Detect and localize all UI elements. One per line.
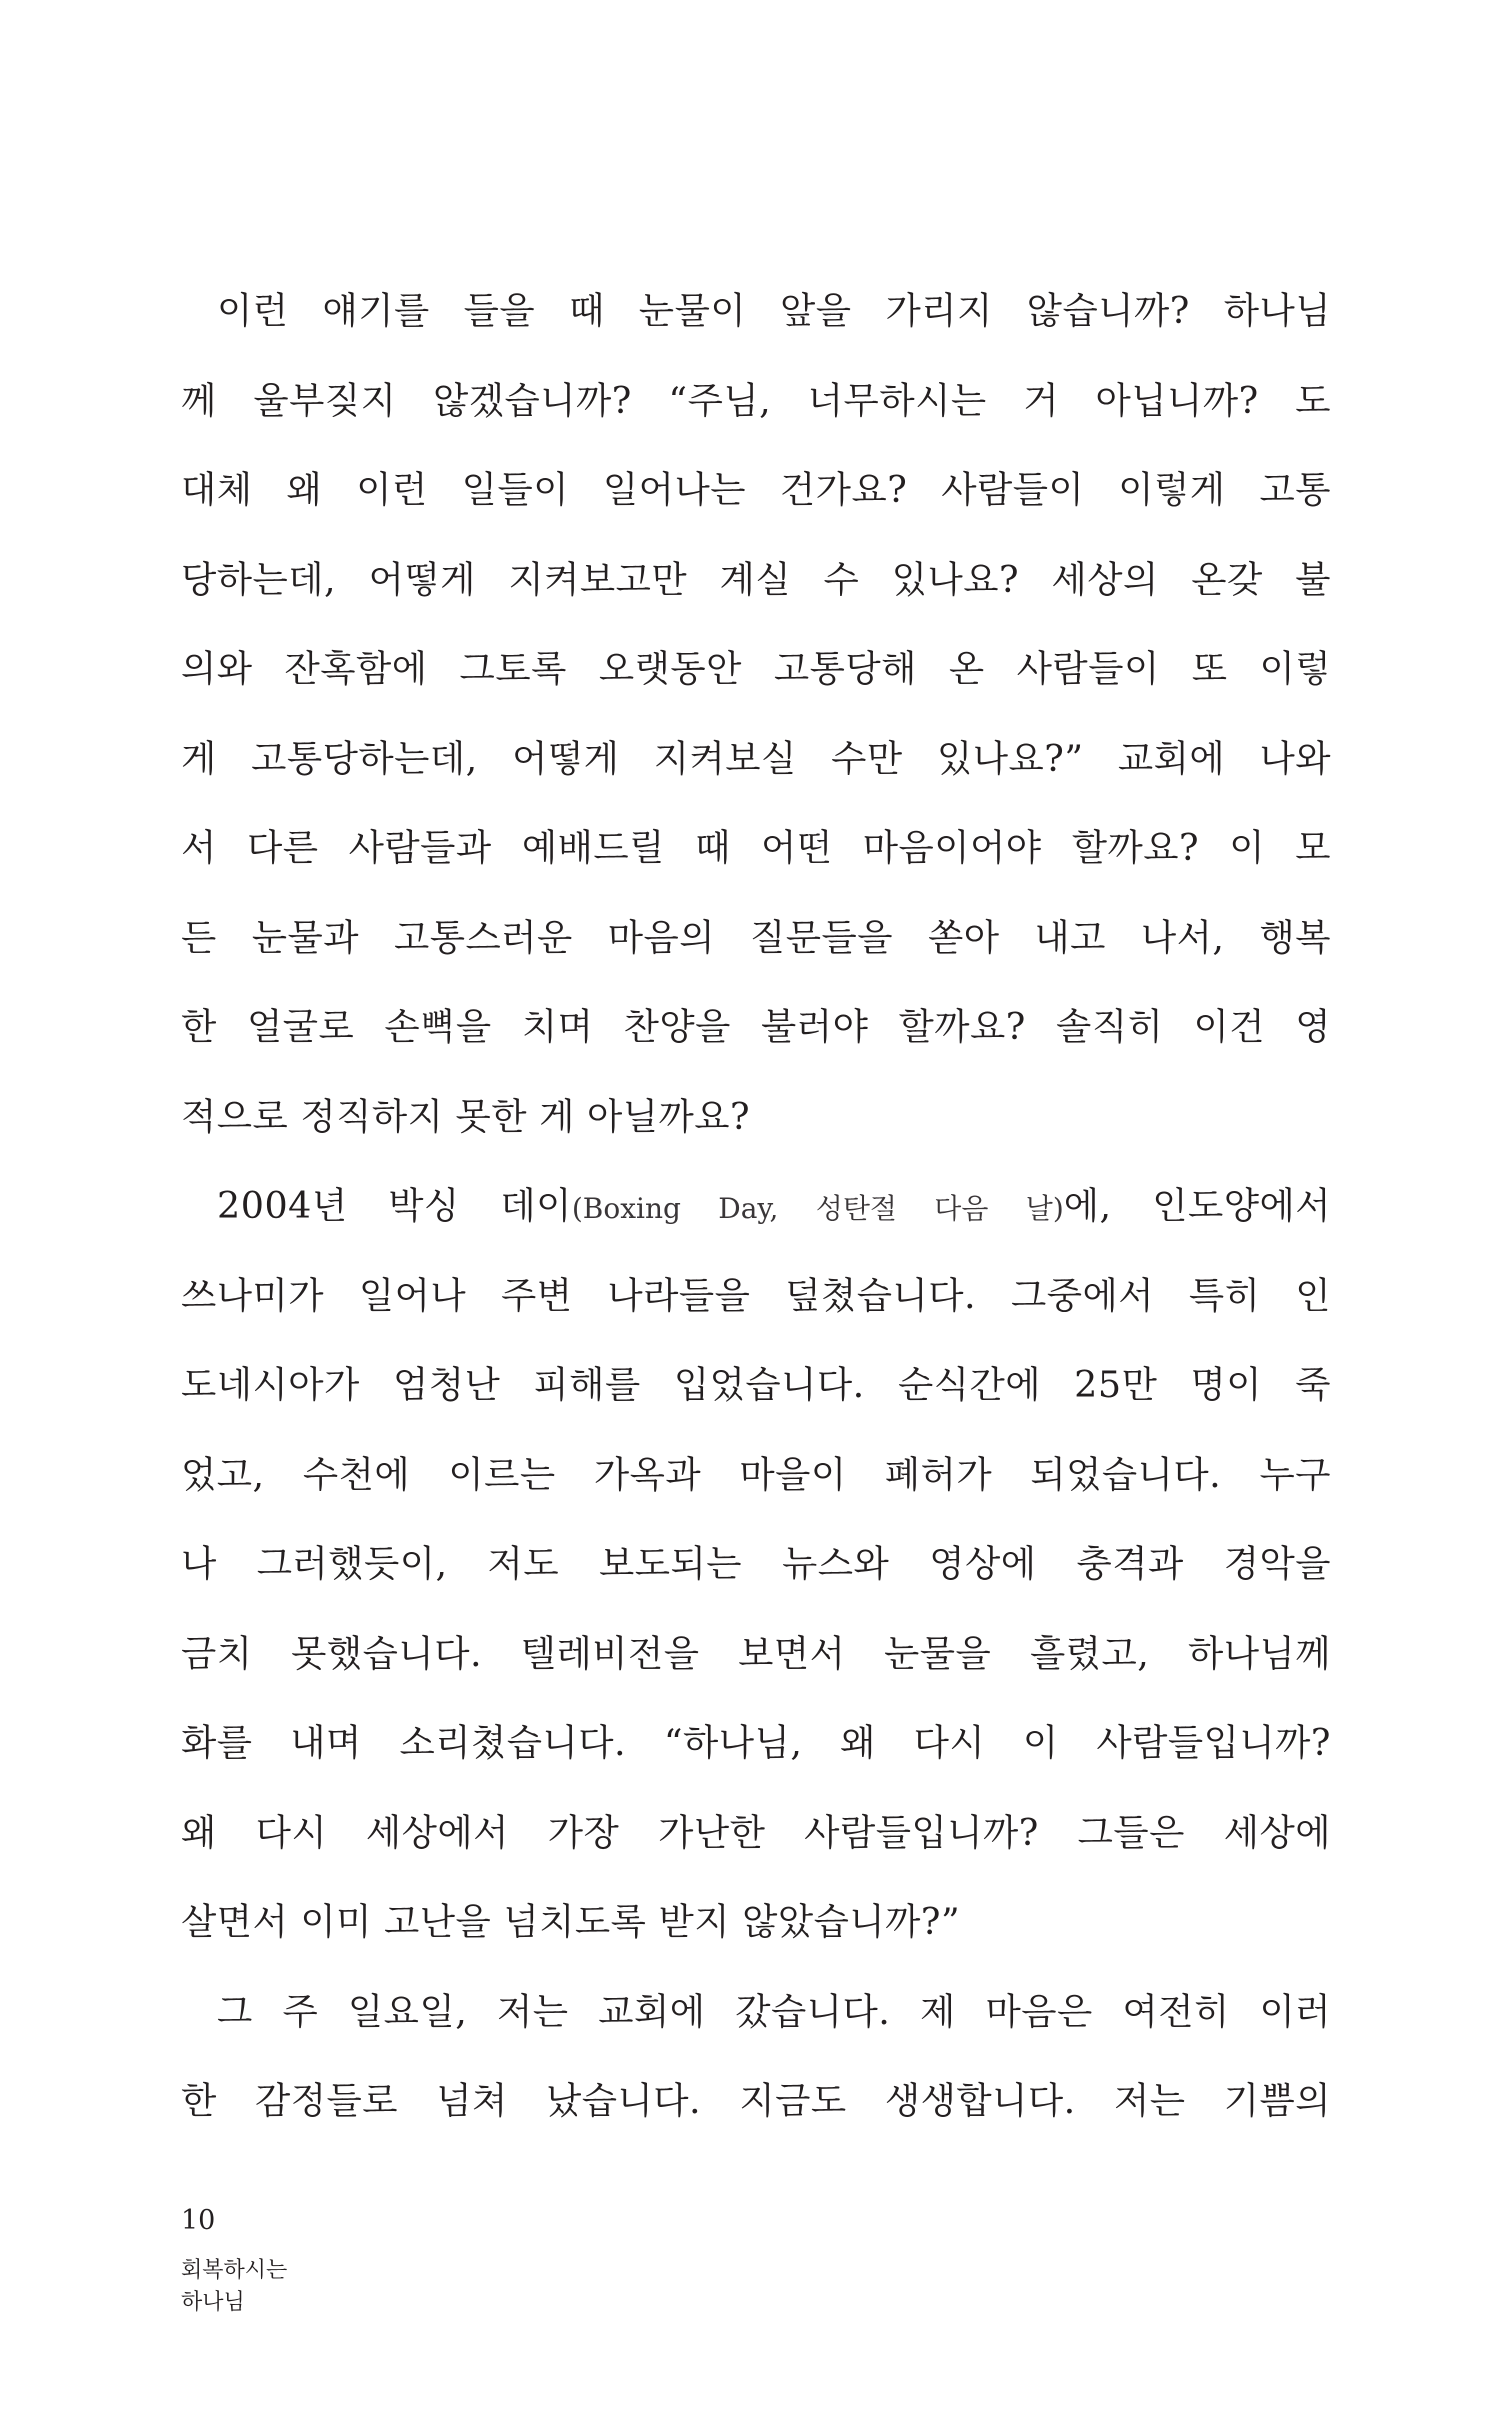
text-line: 게 고통당하는데, 어떻게 지켜보실 수만 있나요?” 교회에 나와: [181, 736, 1331, 780]
text-line: 나 그러했듯이, 저도 보도되는 뉴스와 영상에 충격과 경악을: [181, 1542, 1331, 1585]
text-line: 었고, 수천에 이르는 가옥과 마을이 폐허가 되었습니다. 누구: [181, 1452, 1331, 1496]
text-line: 쓰나미가 일어나 주변 나라들을 덮쳤습니다. 그중에서 특히 인: [181, 1273, 1331, 1317]
running-title-line: 회복하시는: [181, 2258, 288, 2283]
text-line: 그 주 일요일, 저는 교회에 갔습니다. 제 마음은 여전히 이러: [217, 1989, 1331, 2033]
page-body: [181, 266, 1331, 2146]
paragraph-2: [181, 1161, 1331, 1967]
running-title-line: 하나님: [181, 2290, 245, 2315]
text-line: 대체 왜 이런 일들이 일어나는 건가요? 사람들이 이렇게 고통: [181, 468, 1331, 511]
text-line: 서 다른 사람들과 예배드릴 때 어떤 마음이어야 할까요? 이 모: [181, 826, 1331, 869]
running-title: [181, 2255, 287, 2319]
text-line: 금치 못했습니다. 텔레비전을 보면서 눈물을 흘렸고, 하나님께: [181, 1631, 1331, 1675]
text-line: 왜 다시 세상에서 가장 가난한 사람들입니까? 그들은 세상에: [181, 1810, 1331, 1854]
paragraph-1: [181, 266, 1331, 1161]
paragraph-3: [181, 1967, 1331, 2146]
page-number: 10: [181, 2205, 216, 2236]
text-line: 께 울부짖지 않겠습니까? “주님, 너무하시는 거 아닙니까? 도: [181, 378, 1331, 422]
text-run: 에, 인도양에서: [1063, 1184, 1331, 1227]
text-line: 화를 내며 소리쳤습니다. “하나님, 왜 다시 이 사람들입니까?: [181, 1721, 1331, 1764]
text-line: 든 눈물과 고통스러운 마음의 질문들을 쏟아 내고 나서, 행복: [181, 915, 1331, 959]
parenthetical-note: (Boxing Day, 성탄절 다음 날): [571, 1192, 1064, 1225]
text-line: 도네시아가 엄청난 피해를 입었습니다. 순식간에 25만 명이 죽: [181, 1363, 1331, 1406]
text-line: [181, 1161, 1331, 1251]
text-line: 살면서 이미 고난을 넘치도록 받지 않았습니까?”: [181, 1900, 961, 1943]
text-line: 의와 잔혹함에 그토록 오랫동안 고통당해 온 사람들이 또 이렇: [181, 647, 1331, 690]
text-line: 이런 얘기를 들을 때 눈물이 앞을 가리지 않습니까? 하나님: [217, 289, 1331, 332]
text-line: 한 얼굴로 손뼉을 치며 찬양을 불러야 할까요? 솔직히 이건 영: [181, 1005, 1331, 1048]
text-line: 당하는데, 어떻게 지켜보고만 계실 수 있나요? 세상의 온갖 불: [181, 557, 1331, 601]
text-line: 한 감정들로 넘쳐 났습니다. 지금도 생생합니다. 저는 기쁨의: [181, 2079, 1331, 2122]
text-run: 2004년 박싱 데이: [217, 1184, 572, 1227]
text-line: 적으로 정직하지 못한 게 아닐까요?: [181, 1094, 751, 1138]
